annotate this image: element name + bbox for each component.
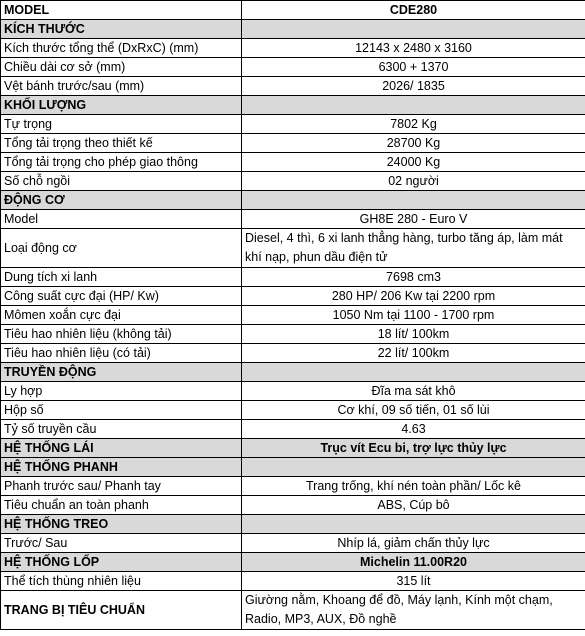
table-row — [1, 268, 585, 287]
spec-label: Tự trọng — [1, 115, 242, 134]
table-row — [1, 115, 585, 134]
section-title: ĐỘNG CƠ — [1, 191, 242, 210]
spec-value: 7698 cm3 — [242, 268, 585, 287]
spec-value: ABS, Cúp bô — [242, 496, 585, 515]
section-row — [1, 96, 585, 115]
spec-value: 12143 x 2480 x 3160 — [242, 39, 585, 58]
section-title: HỆ THỐNG LÁI — [1, 439, 242, 458]
spec-value — [242, 363, 585, 382]
spec-label: Ly hợp — [1, 382, 242, 401]
spec-label: Số chỗ ngồi — [1, 172, 242, 191]
table-row — [1, 77, 585, 96]
table-row — [1, 153, 585, 172]
table-row — [1, 306, 585, 325]
section-title: TRUYỀN ĐỘNG — [1, 363, 242, 382]
table-row — [1, 58, 585, 77]
spec-value: 315 lít — [242, 572, 585, 591]
spec-value: 1050 Nm tại 1100 - 1700 rpm — [242, 306, 585, 325]
spec-label: Chiều dài cơ sở (mm) — [1, 58, 242, 77]
spec-value: 22 lít/ 100km — [242, 344, 585, 363]
header-label: MODEL — [1, 1, 242, 20]
table-row — [1, 287, 585, 306]
spec-label: Tổng tải trọng cho phép giao thông — [1, 153, 242, 172]
spec-value: Michelin 11.00R20 — [242, 553, 585, 572]
spec-value: Giường nằm, Khoang để đồ, Máy lạnh, Kính một chạm, Radio, MP3, AUX, Đồ nghề — [242, 591, 585, 630]
section-title: HỆ THỐNG TREO — [1, 515, 242, 534]
spec-value: 2026/ 1835 — [242, 77, 585, 96]
section-row — [1, 515, 585, 534]
spec-label: TRANG BỊ TIÊU CHUẨN — [1, 591, 242, 630]
spec-label: Phanh trước sau/ Phanh tay — [1, 477, 242, 496]
table-row — [1, 477, 585, 496]
section-title: KHỐI LƯỢNG — [1, 96, 242, 115]
table-row — [1, 572, 585, 591]
section-title: HỆ THỐNG LỐP — [1, 553, 242, 572]
table-row — [1, 210, 585, 229]
table-row — [1, 344, 585, 363]
spec-value: 18 lít/ 100km — [242, 325, 585, 344]
spec-table-body — [1, 1, 585, 630]
section-row — [1, 458, 585, 477]
spec-value: 280 HP/ 206 Kw tại 2200 rpm — [242, 287, 585, 306]
spec-label: Loại động cơ — [1, 229, 242, 268]
table-row — [1, 401, 585, 420]
header-value: CDE280 — [242, 1, 585, 20]
section-row — [1, 439, 585, 458]
spec-label: Tổng tải trọng theo thiết kế — [1, 134, 242, 153]
section-title: HỆ THỐNG PHANH — [1, 458, 242, 477]
spec-label: Thể tích thùng nhiên liệu — [1, 572, 242, 591]
spec-label: Tỷ số truyền cầu — [1, 420, 242, 439]
spec-value — [242, 458, 585, 477]
table-row — [1, 325, 585, 344]
section-row — [1, 20, 585, 39]
section-title: KÍCH THƯỚC — [1, 20, 242, 39]
table-row — [1, 534, 585, 553]
spec-label: Mômen xoắn cực đại — [1, 306, 242, 325]
spec-value: Cơ khí, 09 số tiến, 01 số lùi — [242, 401, 585, 420]
table-row — [1, 172, 585, 191]
spec-value: GH8E 280 - Euro V — [242, 210, 585, 229]
section-row — [1, 191, 585, 210]
spec-value: 6300 + 1370 — [242, 58, 585, 77]
spec-value: 7802 Kg — [242, 115, 585, 134]
footer-row — [1, 591, 585, 630]
spec-value: 4.63 — [242, 420, 585, 439]
spec-label: Tiêu chuẩn an toàn phanh — [1, 496, 242, 515]
table-row — [1, 420, 585, 439]
spec-value: Nhíp lá, giảm chấn thủy lực — [242, 534, 585, 553]
table-row — [1, 134, 585, 153]
spec-value: Diesel, 4 thì, 6 xi lanh thẳng hàng, turbo tăng áp, làm mát khí nạp, phun dầu điện tử — [242, 229, 585, 268]
spec-label: Kích thước tổng thể (DxRxC) (mm) — [1, 39, 242, 58]
spec-label: Tiêu hao nhiên liệu (có tải) — [1, 344, 242, 363]
spec-value: Đĩa ma sát khô — [242, 382, 585, 401]
table-row — [1, 382, 585, 401]
spec-label: Vệt bánh trước/sau (mm) — [1, 77, 242, 96]
spec-value: 02 người — [242, 172, 585, 191]
table-row — [1, 229, 585, 268]
spec-value — [242, 191, 585, 210]
spec-value — [242, 96, 585, 115]
spec-label: Model — [1, 210, 242, 229]
spec-value — [242, 20, 585, 39]
spec-value: 24000 Kg — [242, 153, 585, 172]
spec-label: Dung tích xi lanh — [1, 268, 242, 287]
spec-label: Trước/ Sau — [1, 534, 242, 553]
spec-value: 28700 Kg — [242, 134, 585, 153]
spec-value: Trục vít Ecu bi, trợ lực thủy lực — [242, 439, 585, 458]
spec-value — [242, 515, 585, 534]
spec-label: Công suất cực đại (HP/ Kw) — [1, 287, 242, 306]
table-row — [1, 39, 585, 58]
spec-label: Tiêu hao nhiên liệu (không tải) — [1, 325, 242, 344]
spec-label: Hộp số — [1, 401, 242, 420]
section-row — [1, 553, 585, 572]
table-row — [1, 496, 585, 515]
section-row — [1, 363, 585, 382]
spec-value: Trang trống, khí nén toàn phần/ Lốc kê — [242, 477, 585, 496]
table-header-row — [1, 1, 585, 20]
